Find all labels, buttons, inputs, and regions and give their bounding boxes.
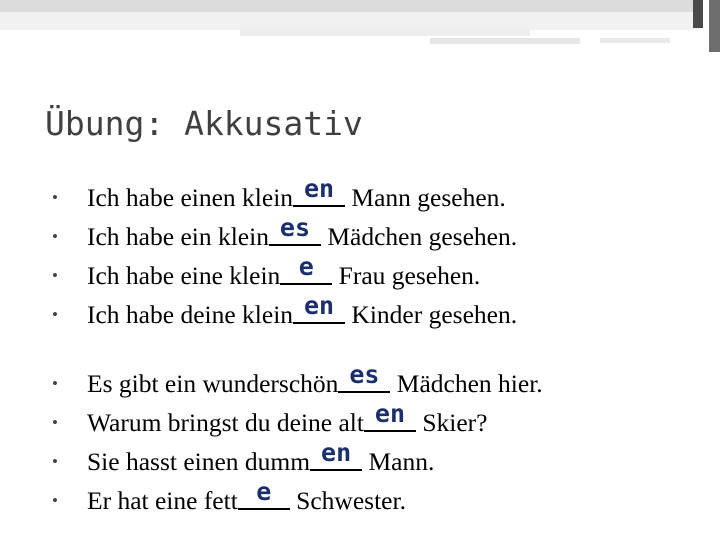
bullet-icon: •	[52, 266, 58, 285]
fill-in-blank	[293, 291, 345, 334]
answer-ending: en	[321, 438, 352, 467]
band-segment-mid	[0, 0, 700, 12]
answer-ending: e	[256, 477, 272, 506]
band-segment-strip-1	[240, 28, 530, 36]
bullet-icon: •	[52, 227, 58, 246]
answer-ending: e	[298, 252, 314, 281]
sentence-before-blank: Ich habe deine klein	[87, 300, 294, 329]
slide-title: Übung: Akkusativ	[45, 104, 363, 143]
bullet-icon: •	[52, 491, 58, 510]
answer-ending: es	[279, 213, 311, 242]
exercise-sentence	[87, 477, 406, 520]
bullet-icon: •	[52, 452, 58, 471]
sentence-before-blank: Sie hasst einen dumm	[87, 447, 311, 476]
sentence-before-blank: Ich habe einen klein	[87, 183, 294, 212]
fill-in-blank	[364, 399, 416, 442]
answer-ending: en	[374, 399, 406, 428]
bullet-icon: •	[52, 305, 58, 324]
bullet-icon: •	[52, 413, 58, 432]
sentence-before-blank: Er hat eine fett	[87, 486, 238, 515]
sentence-before-blank: Warum bringst du deine alt	[87, 408, 364, 437]
band-segment-strip-3	[600, 38, 670, 43]
bullet-icon: •	[52, 374, 58, 393]
sentence-after-blank: Mann gesehen.	[345, 183, 506, 212]
top-decorative-band	[0, 0, 720, 52]
sentence-before-blank: Ich habe ein klein	[87, 222, 269, 251]
exercise-sentence	[87, 252, 481, 295]
sentence-before-blank: Ich habe eine klein	[87, 261, 281, 290]
answer-ending: en	[303, 291, 335, 320]
answer-ending: en	[303, 174, 335, 203]
band-segment-dark-2	[709, 0, 720, 52]
exercise-sentence	[87, 360, 543, 403]
exercise-sentence	[87, 399, 488, 442]
answer-ending: es	[349, 360, 380, 389]
band-segment-dark-1	[693, 0, 703, 28]
bullet-icon: •	[52, 188, 58, 207]
sentence-after-blank: Frau gesehen.	[332, 261, 481, 290]
fill-in-blank	[238, 477, 290, 520]
exercise-sentence	[87, 291, 518, 334]
sentence-before-blank: Es gibt ein wunderschön	[87, 369, 339, 398]
sentence-after-blank: Kinder gesehen.	[345, 300, 518, 329]
sentence-after-blank: Mädchen hier.	[390, 369, 543, 398]
sentence-after-blank: Schwester.	[289, 486, 406, 515]
band-segment-strip-2	[430, 38, 580, 44]
sentence-after-blank: Skier?	[415, 408, 488, 437]
fill-in-blank	[310, 438, 362, 481]
sentence-after-blank: Mann.	[362, 447, 435, 476]
sentence-after-blank: Mädchen gesehen.	[320, 222, 518, 251]
